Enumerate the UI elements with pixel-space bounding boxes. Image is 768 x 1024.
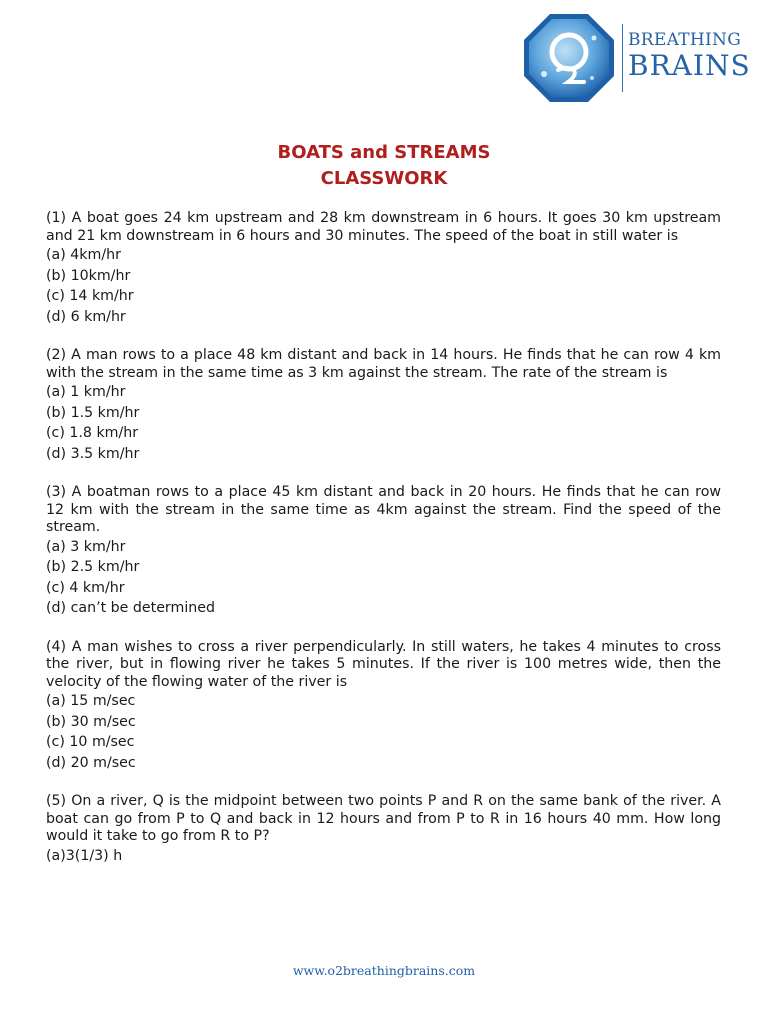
question-text: (2) A man rows to a place 48 km distant and back in 14 hours. He finds that he can row 4 km with the stream in the same time as 3 km against the stream. The rate of the stream is (46, 347, 721, 381)
o2-logo-icon (522, 12, 616, 104)
question-3 (46, 484, 721, 619)
option-d: (d) 20 m/sec (46, 754, 136, 771)
option-c: (c) 4 km/hr (46, 579, 125, 596)
page-title (0, 140, 768, 192)
title-line-2: CLASSWORK (320, 168, 448, 189)
brand-logo (522, 12, 752, 104)
option-b: (b) 2.5 km/hr (46, 559, 140, 575)
question-2 (46, 347, 721, 464)
option-b: (b) 30 m/sec (46, 713, 136, 730)
option-c: (c) 1.8 km/hr (46, 425, 139, 441)
title-line-1: BOATS and STREAMS (277, 142, 491, 163)
question-5 (46, 793, 721, 866)
question-4 (46, 639, 721, 774)
option-c: (c) 14 km/hr (46, 288, 134, 304)
question-text: (3) A boatman rows to a place 45 km distant and back in 20 hours. He finds that he can row 12 km with the stream in the same time as 4km against the stream. Find the speed of the stream. (46, 484, 721, 535)
footer-website[interactable]: www.o2breathingbrains.com (292, 963, 476, 978)
option-a: (a) 1 km/hr (46, 384, 126, 400)
option-d: (d) 6 km/hr (46, 308, 126, 325)
option-c: (c) 10 m/sec (46, 734, 135, 750)
option-a: (a) 4km/hr (46, 247, 121, 263)
question-text: (4) A man wishes to cross a river perpendicularly. In still waters, he takes 4 minutes to cross the river, but in flowing river he takes 5 minutes. If the river is 100 metres wide, then the velocity of the flowing water of the river is (46, 638, 721, 690)
logo-line-1: BREATHING (628, 30, 742, 50)
option-a: (a)3(1/3) h (46, 847, 123, 864)
question-list (46, 210, 721, 886)
logo-wordmark (628, 32, 752, 80)
question-1 (46, 210, 721, 327)
question-text: (1) A boat goes 24 km upstream and 28 km downstream in 6 hours. It goes 30 km upstream and 21 km downstream in 6 hours and 30 minutes. The speed of the boat in still water is (46, 210, 721, 244)
option-d: (d) 3.5 km/hr (46, 445, 140, 462)
logo-divider (622, 24, 623, 92)
logo-line-2: BRAINS (628, 49, 751, 82)
option-a: (a) 3 km/hr (46, 538, 126, 555)
option-d: (d) can’t be determined (46, 600, 215, 616)
question-text: (5) On a river, Q is the midpoint between two points P and R on the same bank of the river. A boat can go from P to Q and back in 12 hours and from P to R in 16 hours 40 mm. How long would it take to go from R to P? (46, 793, 721, 844)
option-b: (b) 1.5 km/hr (46, 404, 140, 421)
option-a: (a) 15 m/sec (46, 693, 136, 709)
option-b: (b) 10km/hr (46, 267, 131, 284)
